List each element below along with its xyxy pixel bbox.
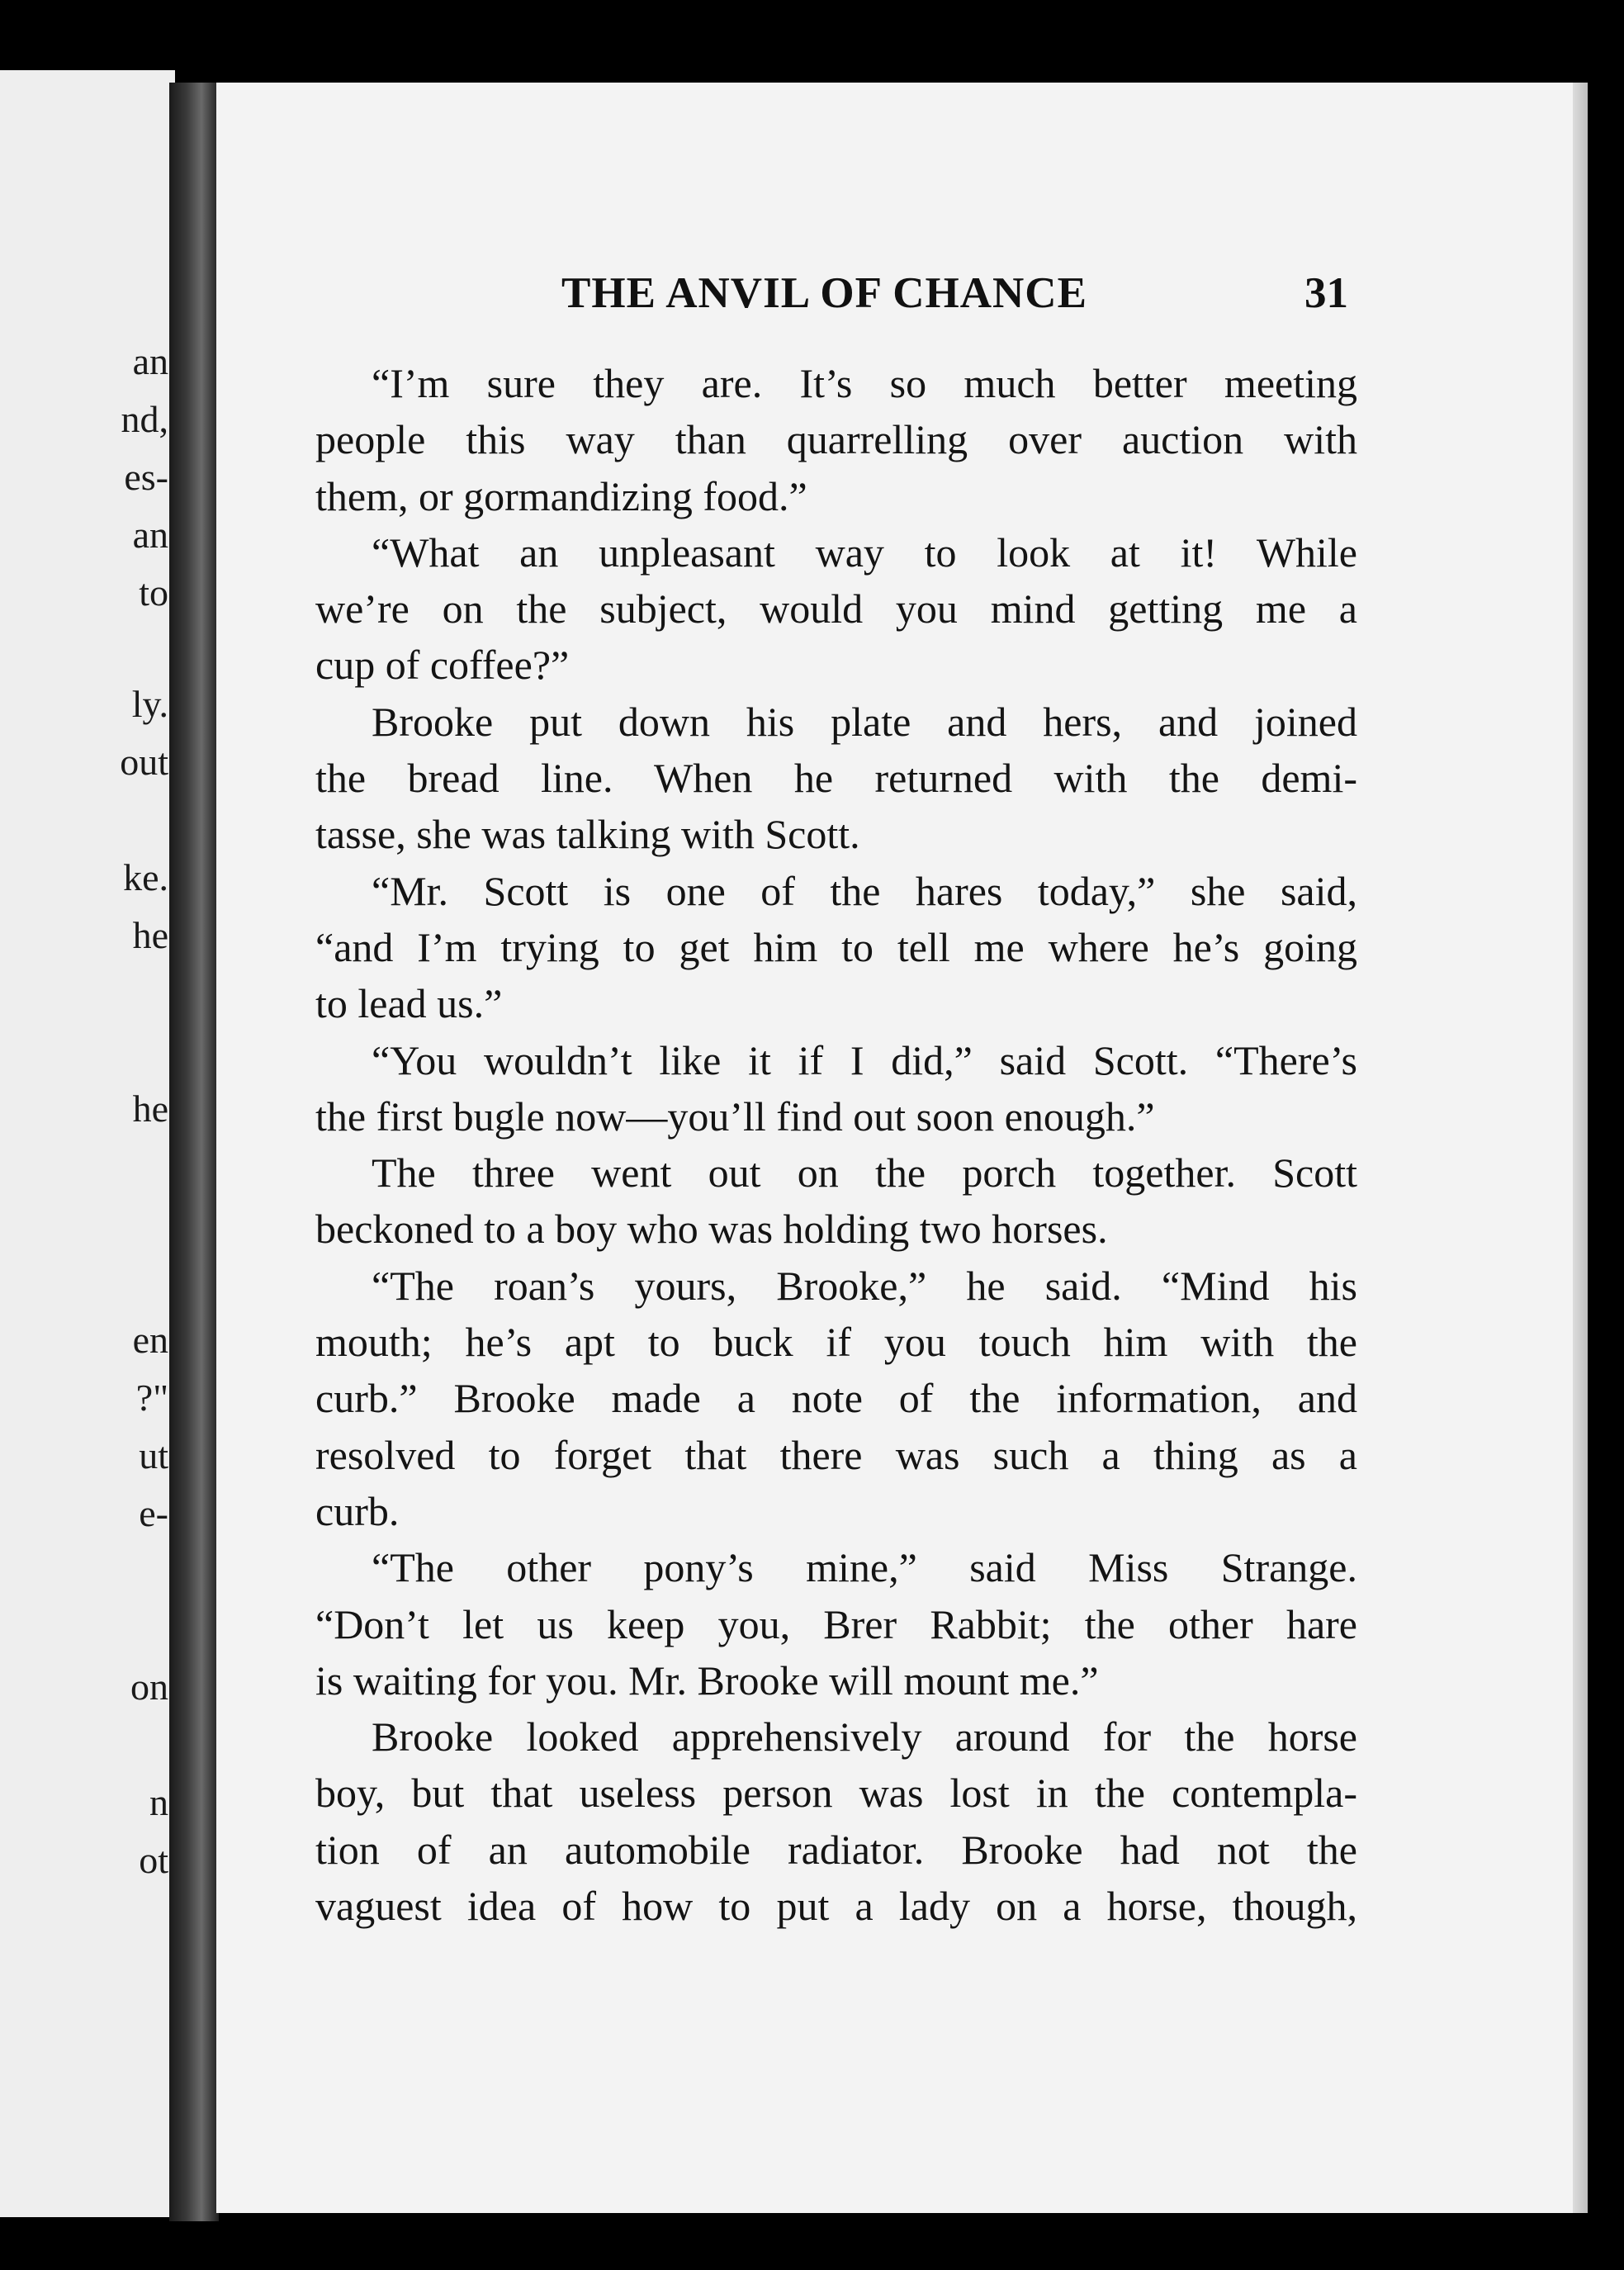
text-line: resolved to forget that there was such a thing as a — [315, 1431, 1357, 1478]
text-line: “The other pony’s mine,” said Miss Strange. — [372, 1544, 1357, 1591]
text-line: them, or gormandizing food.” — [315, 472, 807, 519]
facing-page-fragment: he — [132, 1088, 168, 1130]
facing-page-fragment: n — [149, 1781, 168, 1823]
text-line: mouth; he’s apt to buck if you touch him with the — [315, 1319, 1357, 1366]
text-line: “The roan’s yours, Brooke,” he said. “Mind his — [372, 1262, 1357, 1309]
text-line: people this way than quarrelling over auction with — [315, 416, 1357, 463]
facing-page-fragment: on — [130, 1666, 168, 1708]
text-line: “Mr. Scott is one of the hares today,” she said, — [372, 867, 1357, 914]
facing-page-fragment: ot — [139, 1839, 168, 1881]
facing-page-fragment: an — [132, 514, 168, 556]
text-line: “What an unpleasant way to look at it! While — [372, 528, 1357, 576]
facing-page-fragment: e- — [139, 1492, 168, 1534]
facing-page-fragment: out — [120, 741, 168, 783]
book-gutter — [169, 83, 219, 2221]
text-line: “You wouldn’t like it if I did,” said Scott. “There’s — [372, 1036, 1357, 1083]
text-line: beckoned to a boy who was holding two horses. — [315, 1206, 1108, 1253]
text-line: Brooke put down his plate and hers, and joined — [372, 698, 1357, 745]
text-line: the first bugle now—you’ll find out soon enough.” — [315, 1092, 1155, 1140]
text-line: we’re on the subject, would you mind getting me a — [315, 585, 1357, 633]
facing-page-fragment: en — [132, 1319, 168, 1361]
running-head — [0, 268, 1624, 326]
facing-page-fragment: ke. — [123, 856, 168, 898]
text-line: is waiting for you. Mr. Brooke will mount me.” — [315, 1656, 1099, 1704]
text-line: Brooke looked apprehensively around for the horse — [372, 1713, 1357, 1761]
text-line: The three went out on the porch together. Scott — [372, 1149, 1357, 1197]
facing-page-fragment: he — [132, 914, 168, 956]
text-line: to lead us.” — [315, 980, 503, 1027]
text-line: the bread line. When he returned with the demi- — [315, 755, 1357, 802]
facing-page-fragment: an — [132, 340, 168, 382]
text-line: curb.” Brooke made a note of the information, and — [315, 1375, 1357, 1422]
text-line: boy, but that useless person was lost in the contempla- — [315, 1770, 1357, 1817]
page-number: 31 — [1304, 269, 1348, 317]
text-line: cup of coffee?” — [315, 642, 570, 689]
facing-page-fragment: ?" — [135, 1377, 168, 1419]
text-line: curb. — [315, 1487, 400, 1534]
facing-page — [0, 70, 175, 2217]
page-body-text — [315, 355, 1357, 1934]
facing-page-fragment: es- — [124, 456, 168, 498]
facing-page-fragment: nd, — [121, 398, 168, 440]
facing-page-fragment: ly. — [131, 683, 168, 725]
running-head-title: THE ANVIL OF CHANCE — [561, 269, 1087, 317]
text-line: “Don’t let us keep you, Brer Rabbit; the other hare — [315, 1600, 1357, 1647]
text-line: vaguest idea of how to put a lady on a horse, though, — [315, 1883, 1357, 1930]
page-edge — [1573, 83, 1588, 2213]
text-line: “I’m sure they are. It’s so much better meeting — [372, 360, 1357, 406]
text-line: “and I’m trying to get him to tell me where he’s going — [315, 923, 1357, 970]
text-line: tion of an automobile radiator. Brooke had not the — [315, 1826, 1357, 1873]
facing-page-fragment: to — [139, 571, 168, 614]
text-line: tasse, she was talking with Scott. — [315, 811, 860, 858]
facing-page-fragment: ut — [139, 1434, 168, 1476]
